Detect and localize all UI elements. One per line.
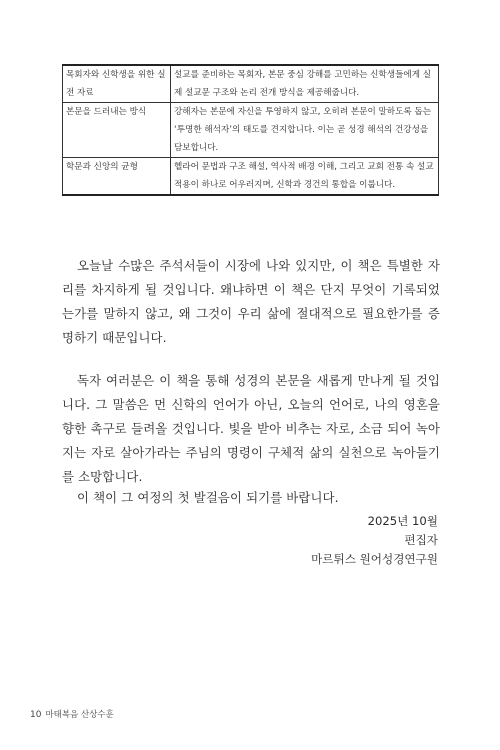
body-paragraph: 오늘날 수많은 주석서들이 시장에 나와 있지만, 이 책은 특별한 자리를 차지하게 될 것입니다. 왜냐하면 이 책은 단지 무엇이 기록되었는가를 말하지 않고, 왜 그것이 우리 삶에 절대적으로 필요한가를 증명하기 때문입니다. <box>62 258 440 345</box>
table-row-label: 학문과 신앙의 균형 <box>63 158 171 196</box>
feature-table <box>62 64 439 196</box>
table-row-label: 목회자와 신학생을 위한 실전 자료 <box>63 65 171 103</box>
table-row-content: 헬라어 문법과 구조 해설, 역사적 배경 이해, 그리고 교회 전통 속 설교 적용이 하나로 어우러지며, 신학과 경건의 통합을 이룹니다. <box>171 158 439 196</box>
page-footer <box>30 708 114 720</box>
signature-date: 2025년 10월 <box>367 514 438 528</box>
page-number: 10 <box>30 710 42 720</box>
signature-organization: 마르튀스 원어성경연구원 <box>311 552 438 566</box>
running-title: 마태복음 산상수훈 <box>45 710 114 720</box>
body-paragraph: 이 책이 그 여정의 첫 발걸음이 되기를 바랍니다. <box>77 490 339 505</box>
table-row <box>63 158 439 196</box>
signature-role: 편집자 <box>404 533 438 547</box>
table-row-label: 본문을 드러내는 방식 <box>63 103 171 158</box>
table-row <box>63 103 439 158</box>
body-paragraph: 독자 여러분은 이 책을 통해 성경의 본문을 새롭게 만나게 될 것입니다. 그 말씀은 먼 신학의 언어가 아닌, 오늘의 언어로, 나의 영혼을 향한 촉구로 들려올 것입니다. 빛을 받아 비추는 자로, 소금 되어 녹아지는 자로 살아가라는 주님의 명령이 구체적 삶의 실천으로 녹아들기를 소망합니다. <box>62 373 440 484</box>
table-row-content: 강해자는 본문에 자신을 투영하지 않고, 오히려 본문이 말하도록 돕는 ‘투명한 해석자’의 태도를 견지합니다. 이는 곧 성경 해석의 건강성을 담보합니다. <box>171 103 439 158</box>
table-row-content: 설교를 준비하는 목회자, 본문 중심 강해를 고민하는 신학생들에게 실제 설교문 구조와 논리 전개 방식을 제공해줍니다. <box>171 65 439 103</box>
table-row <box>63 65 439 103</box>
